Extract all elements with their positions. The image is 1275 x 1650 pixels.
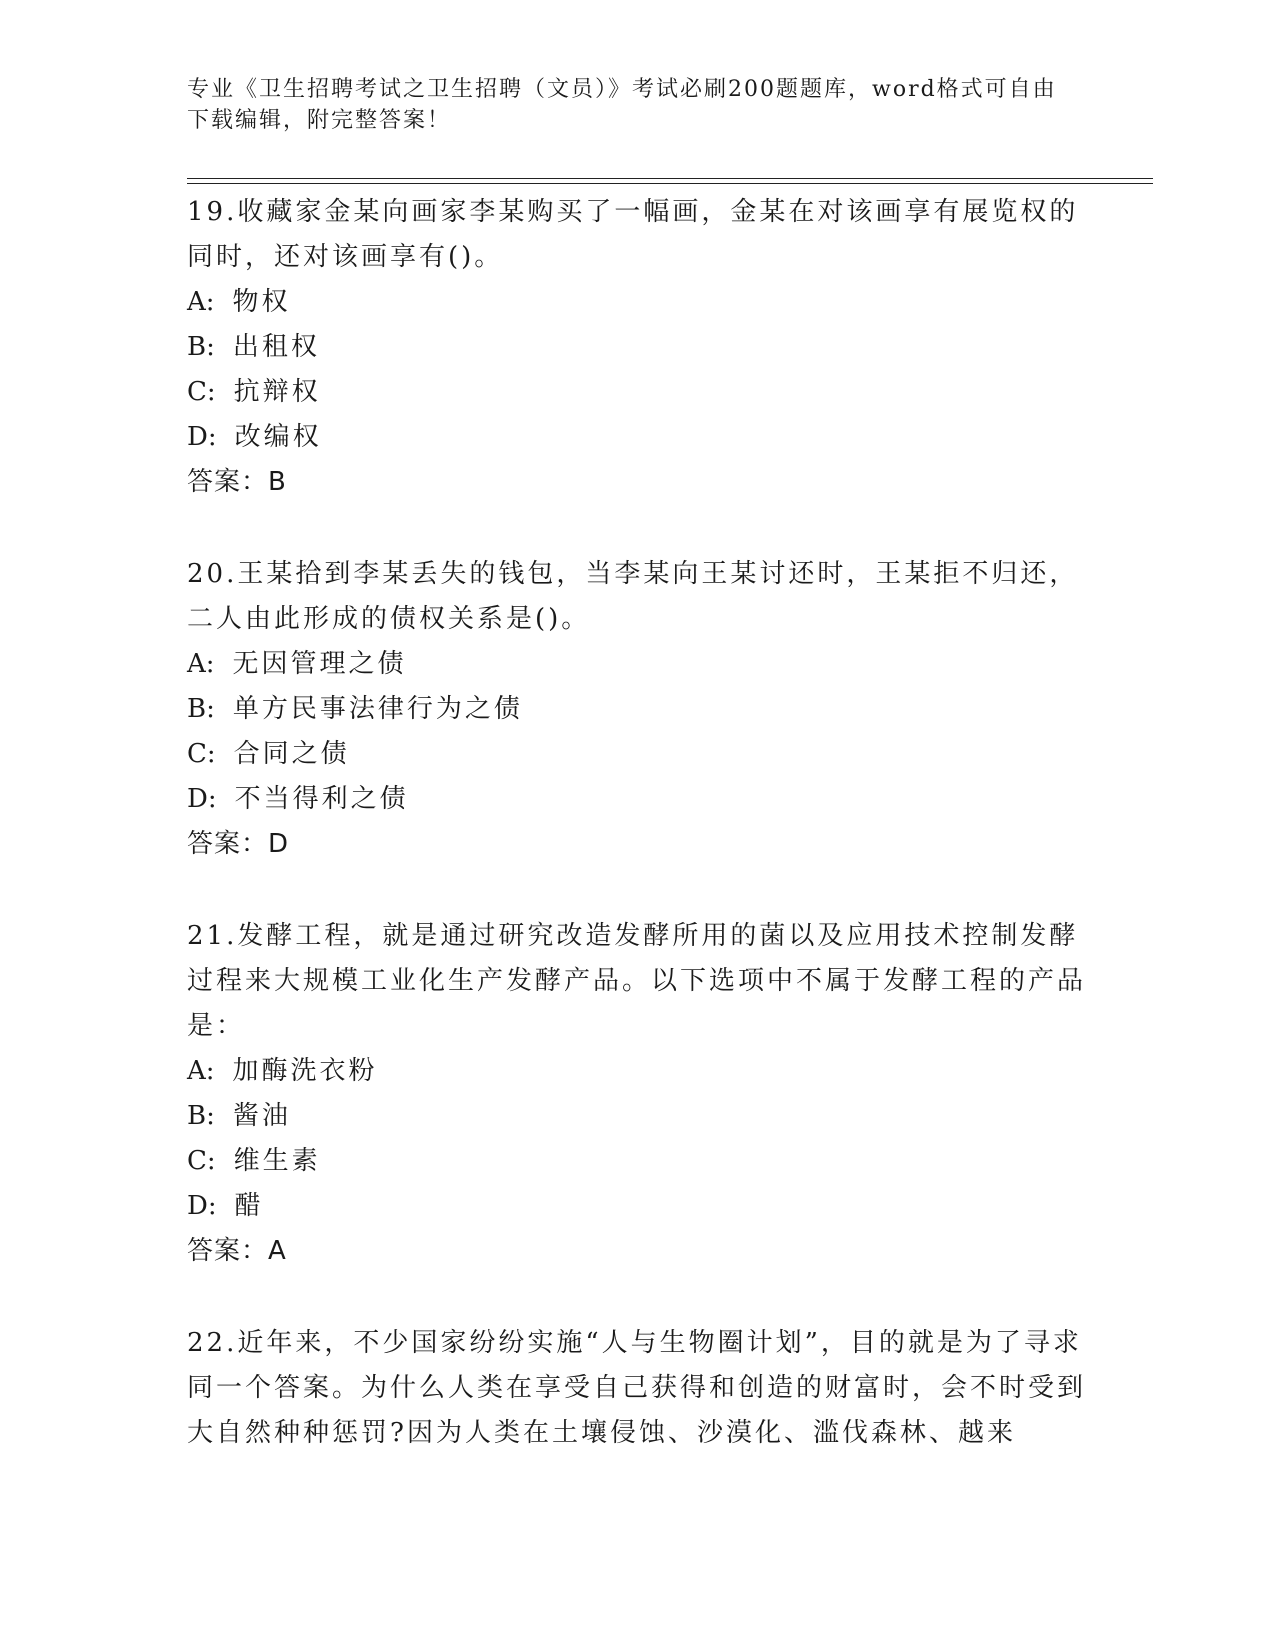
option-d: D: 不当得利之债 [187, 784, 409, 814]
answer-line: 答案：D [187, 829, 290, 859]
option-c: C: 合同之债 [187, 739, 350, 769]
question-19 [187, 190, 1087, 505]
option-b: B: 出租权 [187, 332, 320, 362]
option-a: A: 物权 [187, 287, 291, 317]
question-stem: 19.收藏家金某向画家李某购买了一幅画，金某在对该画享有展览权的同时，还对该画享有()。 [187, 197, 1079, 272]
header-rule-top [187, 178, 1153, 179]
option-d: D: 改编权 [187, 422, 322, 452]
question-21 [187, 914, 1087, 1274]
option-b: B: 酱油 [187, 1101, 291, 1131]
answer-line: 答案：B [187, 467, 287, 497]
option-c: C: 抗辩权 [187, 377, 321, 407]
option-d: D: 醋 [187, 1191, 264, 1221]
question-22 [187, 1321, 1087, 1456]
question-stem: 22.近年来，不少国家纷纷实施“人与生物圈计划”，目的就是为了寻求同一个答案。为什么人类在享受自己获得和创造的财富时，会不时受到大自然种种惩罚?因为人类在土壤侵蚀、沙漠化、滥伐森林、越来 [187, 1328, 1087, 1448]
document-header: 专业《卫生招聘考试之卫生招聘（文员）》考试必刷200题题库，word格式可自由下载编辑，附完整答案！ [187, 77, 1057, 133]
question-20 [187, 552, 1087, 867]
header-rule-bottom [187, 183, 1153, 184]
question-list [187, 190, 1087, 1456]
option-a: A: 无因管理之债 [187, 649, 407, 679]
question-stem: 20.王某拾到李某丢失的钱包，当李某向王某讨还时，王某拒不归还，二人由此形成的债权关系是()。 [187, 559, 1079, 634]
option-c: C: 维生素 [187, 1146, 321, 1176]
answer-line: 答案：A [187, 1236, 287, 1266]
option-b: B: 单方民事法律行为之债 [187, 694, 523, 724]
question-stem: 21.发酵工程，就是通过研究改造发酵所用的菌以及应用技术控制发酵过程来大规模工业化生产发酵产品。以下选项中不属于发酵工程的产品是： [187, 921, 1087, 1041]
option-a: A: 加酶洗衣粉 [187, 1056, 378, 1086]
